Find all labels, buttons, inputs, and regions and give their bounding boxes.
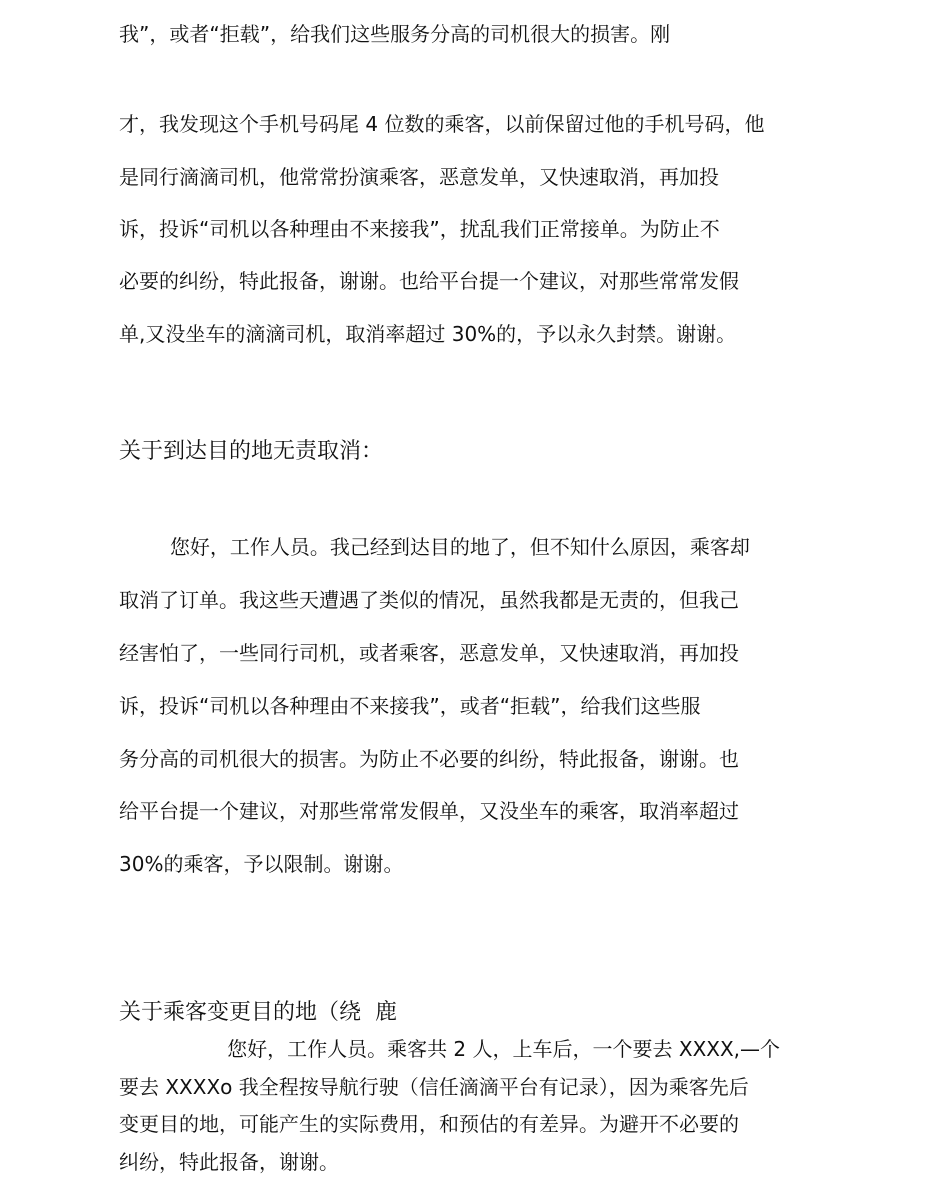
paragraph-line: 诉，投诉“司机以各种理由不来接我”，或者“拒载”，给我们这些服 (119, 694, 701, 718)
paragraph-line: 要去 XXXXo 我全程按导航行驶（信任滴滴平台有记录），因为乘客先后 (119, 1075, 749, 1099)
paragraph-line: 我”，或者“拒载”，给我们这些服务分高的司机很大的损害。刚 (119, 22, 671, 46)
paragraph-line: 单,又没坐车的滴滴司机，取消率超过 30%的，予以永久封禁。谢谢。 (119, 322, 737, 346)
paragraph-line: 必要的纠纷，特此报备，谢谢。也给平台提一个建议，对那些常常发假 (119, 269, 739, 293)
paragraph-line: 务分高的司机很大的损害。为防止不必要的纠纷，特此报备，谢谢。也 (119, 747, 739, 771)
paragraph-line: 经害怕了，一些同行司机，或者乘客，恶意发单，又快速取消，再加投 (119, 641, 739, 665)
paragraph-line: 诉，投诉“司机以各种理由不来接我”，扰乱我们正常接单。为防止不 (119, 217, 720, 241)
paragraph-line: 您好，工作人员。乘客共 2 人，上车后，一个要去 XXXX,—个 (119, 1037, 781, 1061)
section-heading: 关于乘客变更目的地（绕 鹿 (119, 1000, 397, 1025)
paragraph-line: 是同行滴滴司机，他常常扮演乘客，恶意发单，又快速取消，再加投 (119, 165, 719, 189)
paragraph-line: 您好，工作人员。我己经到达目的地了，但不知什么原因，乘客却 (119, 535, 750, 559)
paragraph-line: 变更目的地，可能产生的实际费用，和预估的有差异。为避开不必要的 (119, 1112, 739, 1136)
paragraph-line: 30%的乘客，予以限制。谢谢。 (119, 852, 404, 876)
section-heading: 关于到达目的地无责取消： (119, 439, 384, 464)
paragraph-line: 才，我发现这个手机号码尾 4 位数的乘客，以前保留过他的手机号码，他 (119, 112, 765, 136)
paragraph-line: 纠纷，特此报备，谢谢。 (119, 1150, 339, 1174)
paragraph-line: 给平台提一个建议，对那些常常发假单，又没坐车的乘客，取消率超过 (119, 799, 739, 823)
paragraph-line: 取消了订单。我这些天遭遇了类似的情况，虽然我都是无责的，但我己 (119, 588, 739, 612)
